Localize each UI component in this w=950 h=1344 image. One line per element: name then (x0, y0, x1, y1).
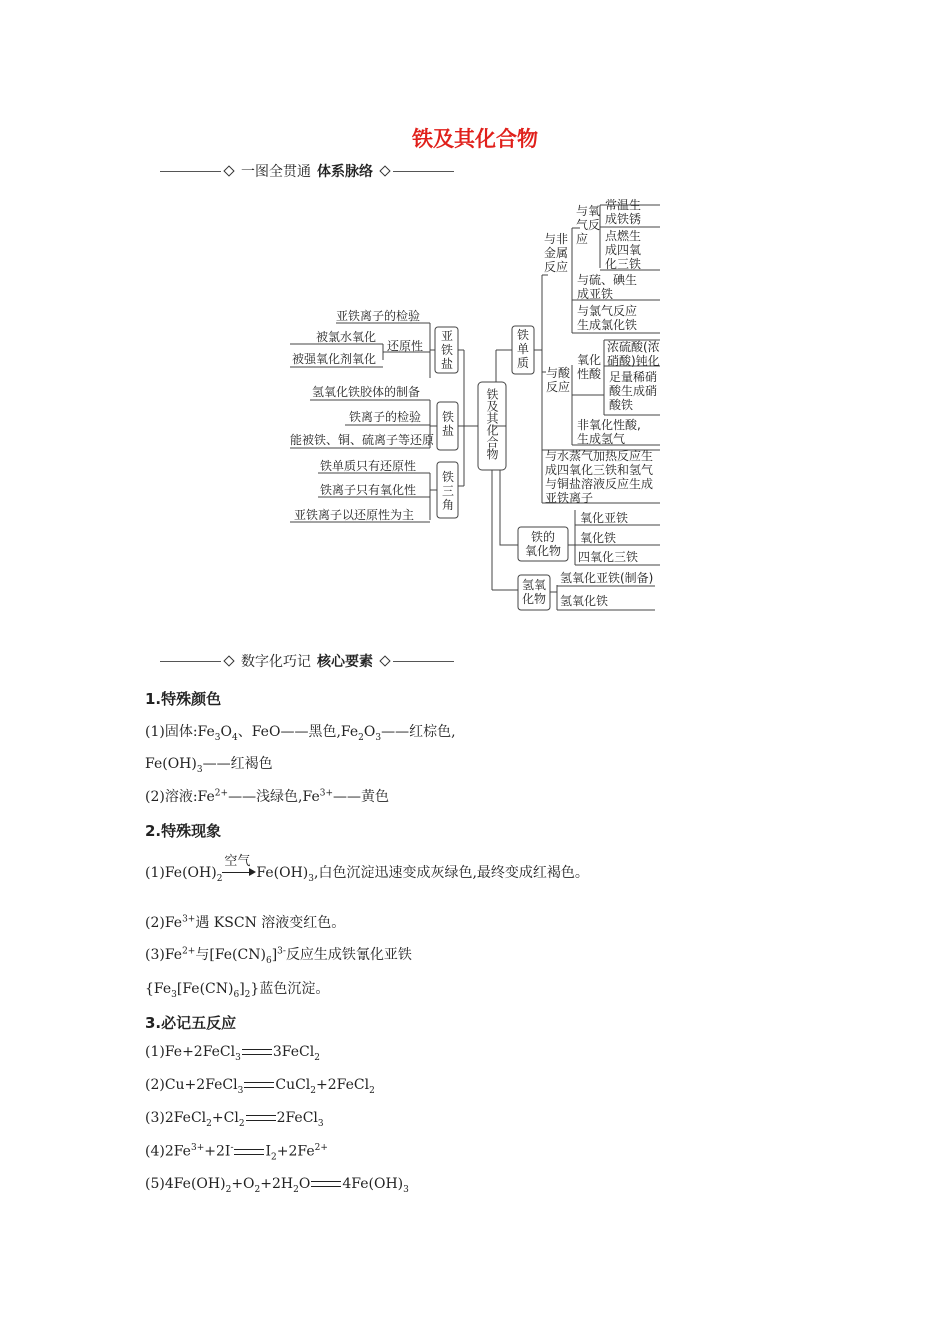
iron-box: 单 (516, 342, 529, 356)
reaction-1: (1)Fe+2FeCl$_3$ 3FeCl$_2$ (145, 1044, 320, 1063)
ferric-salt-box: 盐 (441, 424, 454, 438)
chlorine-item: 生成氯化铁 (577, 318, 638, 332)
color-solution: (2)溶液$:Fe^{2+}——$浅绿色$,Fe^{3+}——$黄色 (145, 788, 390, 805)
triangle-box: 三 (441, 484, 454, 498)
oxid-item: 酸铁 (609, 398, 634, 412)
hydroxide-item: 氢氧化亚铁(制备) (560, 571, 654, 585)
iron-box: 铁 (516, 328, 529, 342)
heading-colors: 1.特殊颜色 (145, 690, 222, 708)
equals-icon (246, 1115, 276, 1121)
heading-reactions: 3.必记五反应 (145, 1014, 237, 1032)
oxid-item: 足量稀硝 (609, 370, 658, 384)
acid-label: 与酸 (546, 366, 571, 380)
reaction-3: $(3)2FeCl_2+Cl_2$ 2FeCl$_3$ (145, 1110, 324, 1129)
reaction-4: $(4)2Fe^{3+}+2I^-$ $I_2+2Fe^{2+}$ (145, 1143, 328, 1163)
page-title: 铁及其化合物 (412, 127, 538, 151)
hydroxide-box: 化物 (521, 592, 546, 606)
nonmetal-label: 与非 (544, 232, 569, 246)
oxygen-label: 气反 (576, 218, 601, 232)
diamond-icon (223, 165, 234, 176)
ferrous-salt-box: 盐 (440, 357, 453, 371)
oxygen-item: 常温生 (605, 198, 642, 212)
oxidizing-acid-label: 性酸 (577, 367, 602, 381)
nonmetal-label: 金属 (544, 246, 569, 260)
section-label: 体系脉络 (317, 164, 373, 180)
nonmetal-label: 反应 (544, 260, 569, 274)
hydroxide-box: 氢氧 (521, 578, 546, 592)
nonoxid-item: 非氧化性酸, (577, 418, 641, 432)
ferrous-item: 亚铁离子的检验 (336, 309, 421, 323)
ferric-item: 能被铁、铜、硫离子等还原 (290, 433, 435, 447)
oxides-box: 氧化物 (524, 544, 561, 558)
concept-map (0, 190, 950, 650)
ferric-item: 铁离子的检验 (349, 410, 422, 424)
steam-item: 与水蒸气加热反应生 (545, 449, 654, 463)
phenomenon-2: $(2)Fe^{3+}$遇 KSCN 溶液变红色。 (145, 914, 346, 931)
heading-phenomena: 2.特殊现象 (145, 822, 222, 840)
ferric-item: 氢氧化铁胶体的制备 (312, 385, 421, 399)
section-header-core (160, 650, 454, 672)
equals-icon (244, 1082, 274, 1088)
oxygen-label: 与氧 (576, 204, 601, 218)
diamond-icon (379, 655, 390, 666)
section-header-framework (160, 160, 454, 182)
nonoxid-item: 生成氢气 (577, 432, 626, 446)
divider (393, 171, 454, 172)
oxygen-item: 成四氧 (605, 243, 642, 257)
oxides-box: 铁的 (530, 530, 555, 544)
section-label: 核心要素 (317, 654, 373, 670)
center-node-label: 铁及其化合物 (485, 388, 499, 460)
phenomenon-1: $(1)Fe(OH)_2$ 空气 $Fe(OH)_3$,白色沉淀迅速变成灰绿色,最终变成红褐色。 (145, 854, 589, 884)
ferrous-salt-box: 铁 (440, 343, 453, 357)
section-prefix: 数字化巧记 (241, 654, 311, 670)
equals-icon (234, 1149, 264, 1155)
oxygen-item: 点燃生 (605, 229, 642, 243)
equals-icon (242, 1049, 272, 1055)
triangle-item: 铁单质只有还原性 (320, 459, 417, 473)
oxide-item: 氧化亚铁 (580, 511, 629, 525)
oxide-item: 四氧化三铁 (578, 550, 639, 564)
reaction-2: (2)Cu+2FeCl$_3$ CuCl$_2$+2FeCl$_2$ (145, 1077, 375, 1096)
oxygen-item: 化三铁 (605, 257, 642, 271)
oxygen-item: 成铁锈 (605, 212, 642, 226)
chlorine-item: 与氯气反应 (577, 304, 638, 318)
copper-item: 与铜盐溶液反应生成 (545, 477, 654, 491)
ferrous-item: 被强氧化剂氧化 (292, 352, 377, 366)
diamond-icon (379, 165, 390, 176)
phenomenon-3: $(3)Fe^{2+}$与$[Fe(CN)_6]^{3-}$反应生成铁氰化亚铁 (145, 946, 412, 966)
triangle-item: 铁离子只有氧化性 (320, 483, 417, 497)
divider (160, 661, 221, 662)
oxide-item: 氧化铁 (580, 531, 617, 545)
acid-label: 反应 (546, 380, 571, 394)
oxygen-label: 应 (576, 232, 589, 246)
oxidizing-acid-label: 氧化 (577, 353, 602, 367)
diamond-icon (223, 655, 234, 666)
hydroxide-item: 氢氧化铁 (560, 594, 609, 608)
oxid-item: 浓硫酸(浓 (607, 340, 660, 354)
reaction-5: $(5)4Fe(OH)_2+O_2+2H_2O$ $4Fe(OH)_3$ (145, 1176, 409, 1195)
oxid-item: 酸生成硝 (609, 384, 658, 398)
arrow-icon: 空气 (222, 866, 256, 880)
color-solid: (1)固体$:Fe_3O_4$、FeO——黑色$,Fe_2O_3——$红棕色, (145, 724, 456, 743)
ferric-salt-box: 铁 (441, 410, 454, 424)
divider (393, 661, 454, 662)
divider (160, 171, 221, 172)
copper-item: 亚铁离子 (545, 491, 594, 505)
ferrous-salt-box: 亚 (440, 329, 453, 343)
oxid-item: 硝酸)钝化 (607, 354, 660, 368)
phenomenon-3b: $\{Fe_3[Fe(CN)_6]_2\}$蓝色沉淀。 (145, 981, 330, 1000)
sulfur-item: 与硫、碘生 (577, 273, 638, 287)
sulfur-item: 成亚铁 (577, 287, 614, 301)
triangle-item: 亚铁离子以还原性为主 (294, 508, 415, 522)
triangle-box: 铁 (441, 470, 454, 484)
reducibility-label: 还原性 (387, 339, 424, 353)
ferrous-item: 被氯水氧化 (316, 330, 377, 344)
triangle-box: 角 (441, 498, 454, 512)
color-hydroxide: $Fe(OH)_3——$红褐色 (145, 756, 273, 775)
section-prefix: 一图全贯通 (241, 164, 311, 180)
equals-icon (311, 1181, 341, 1187)
iron-box: 质 (516, 356, 529, 370)
steam-item: 成四氧化三铁和氢气 (545, 463, 654, 477)
